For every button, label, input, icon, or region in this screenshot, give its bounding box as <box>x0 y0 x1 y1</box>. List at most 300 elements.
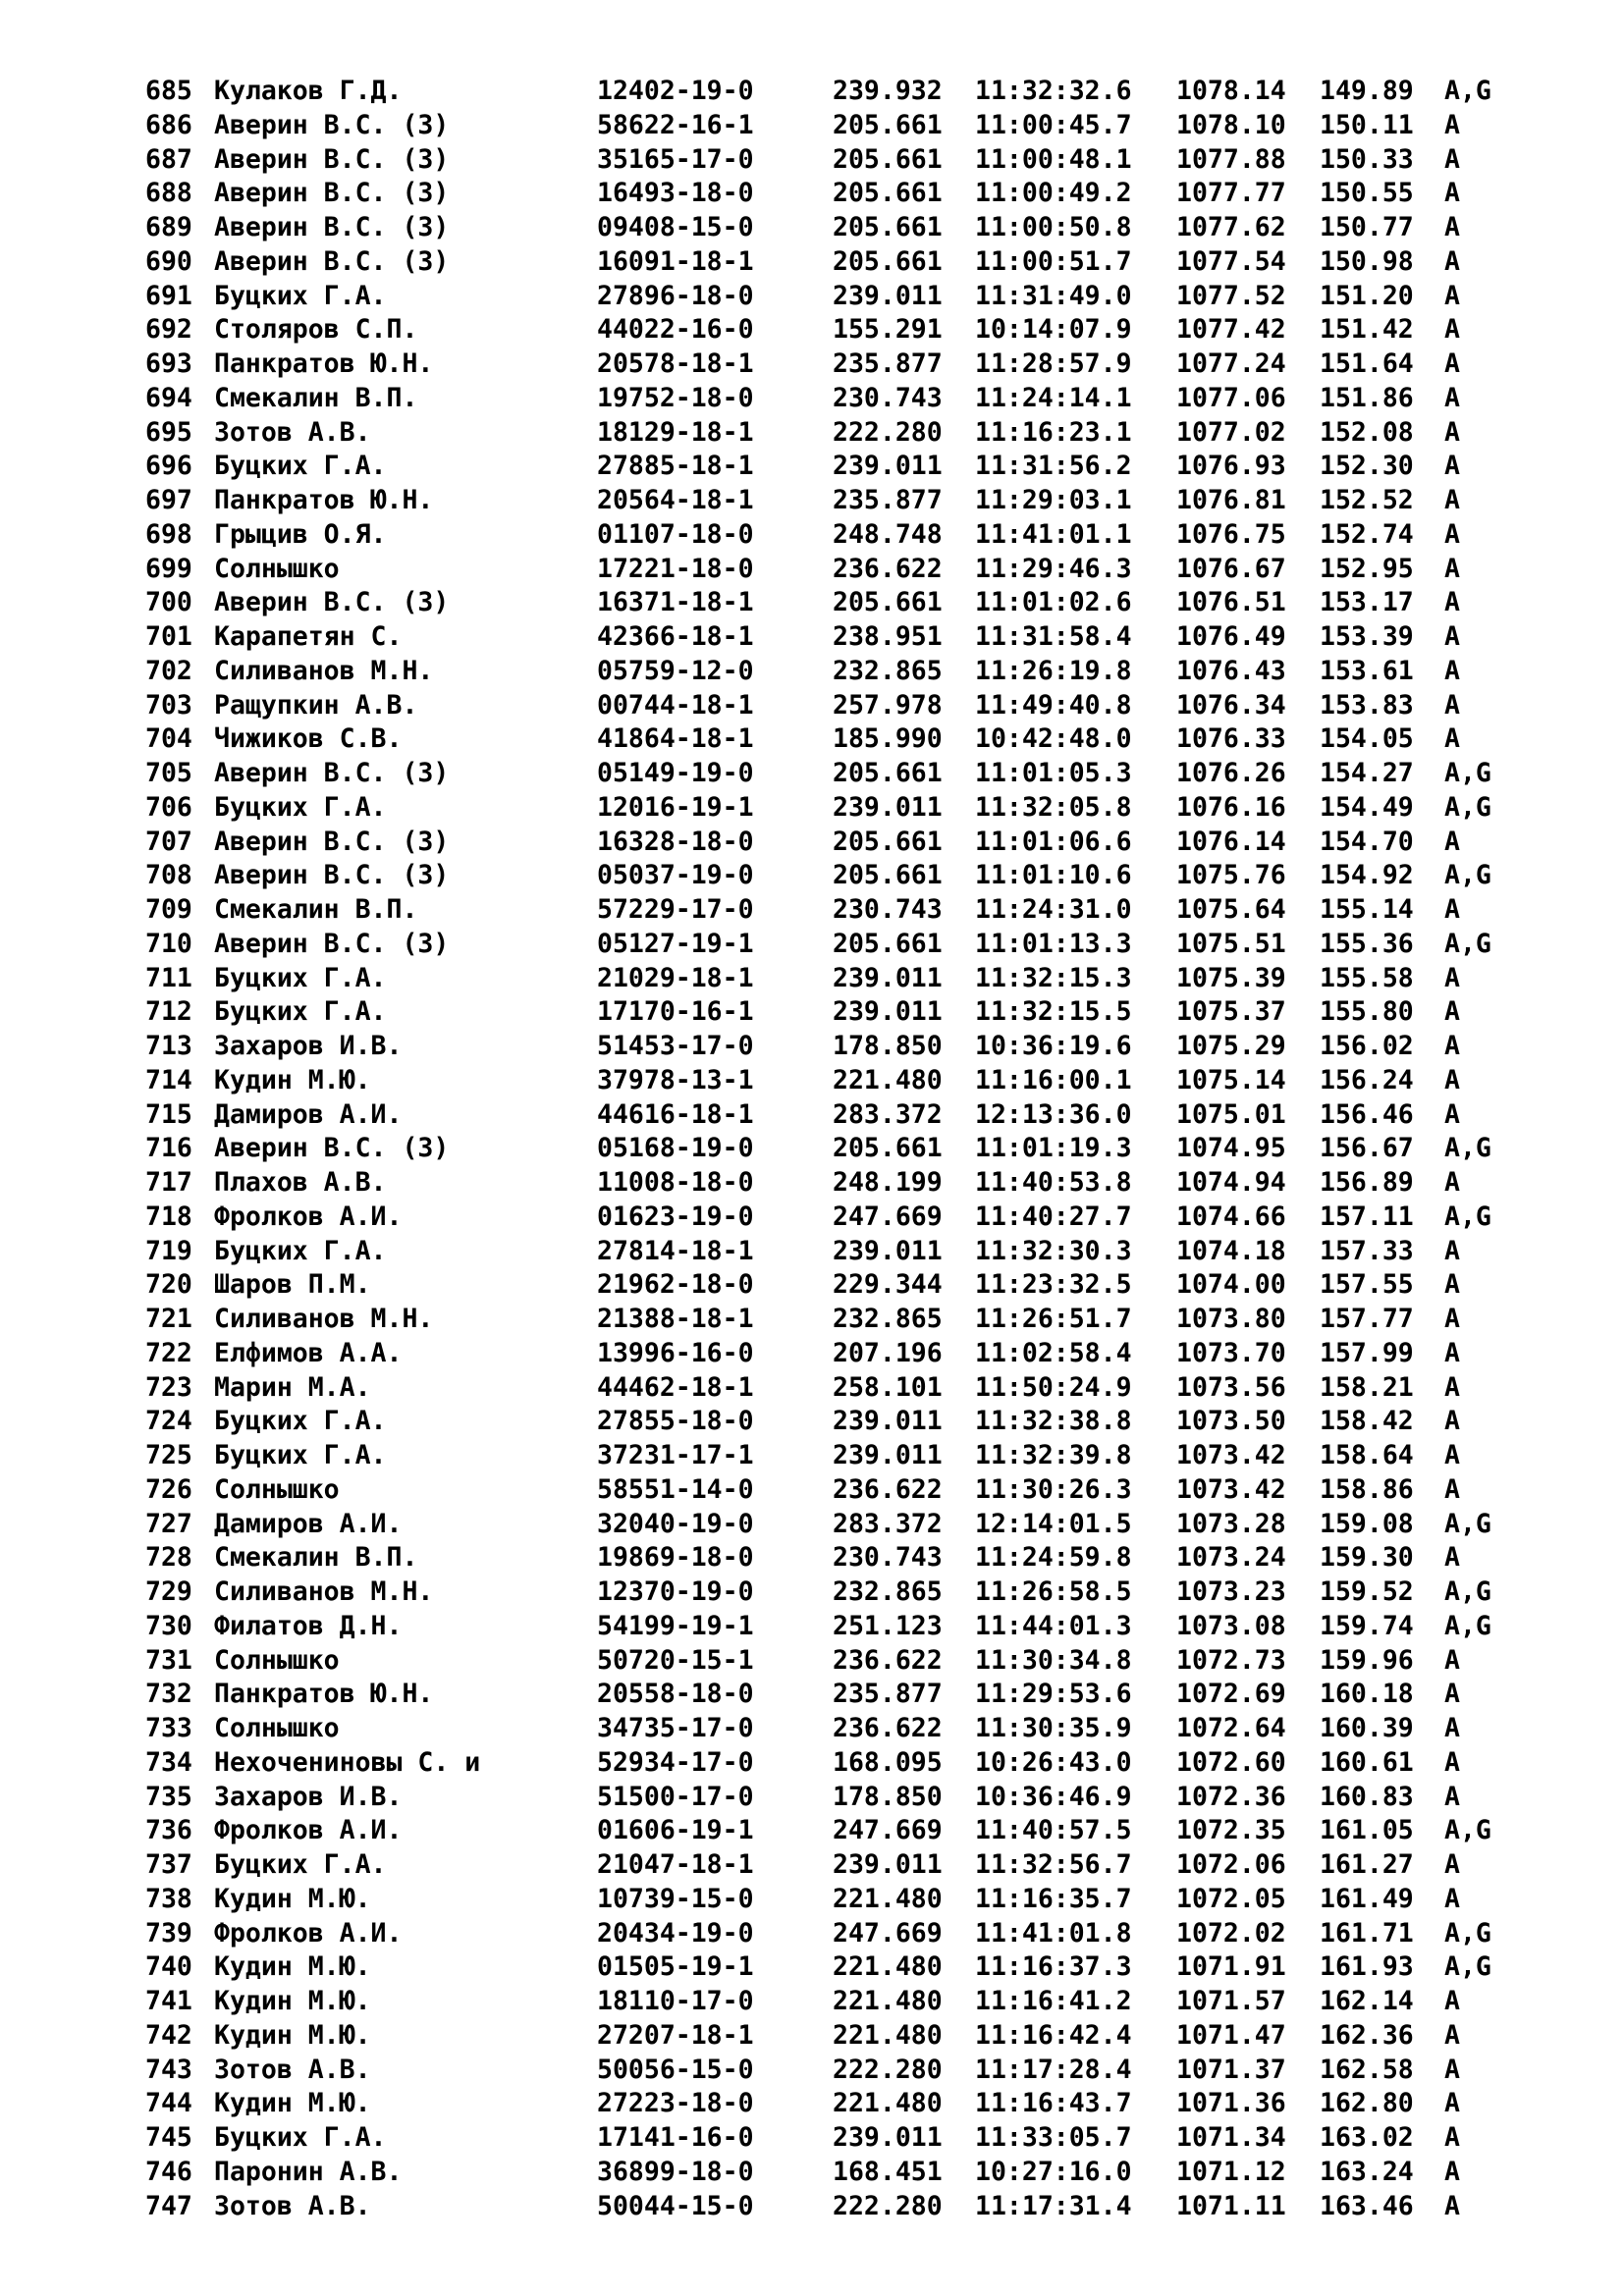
arrival-time: 11:16:43.7 <box>975 2088 1132 2119</box>
distance: 236.622 <box>833 1713 943 1743</box>
arrival-time: 11:50:24.9 <box>975 1371 1132 1403</box>
flags: A <box>1444 1883 1460 1914</box>
arrival-time: 10:36:19.6 <box>975 1031 1132 1061</box>
coefficient: 159.30 <box>1320 1542 1414 1574</box>
fancier-name: Смекалин В.П. <box>214 382 418 413</box>
rank-number: 738 <box>145 1883 192 1914</box>
rank-number: 690 <box>145 245 192 277</box>
arrival-time: 11:01:05.3 <box>975 758 1132 788</box>
ring-number: 41864-18-1 <box>597 723 754 755</box>
fancier-name: Елфимов А.А. <box>214 1337 403 1368</box>
ring-number: 11008-18-0 <box>597 1167 754 1198</box>
fancier-name: Марин М.А. <box>214 1371 371 1403</box>
ring-number: 05149-19-0 <box>597 758 754 788</box>
flags: A <box>1444 1473 1460 1505</box>
distance: 239.011 <box>833 1406 943 1437</box>
ring-number: 20434-19-0 <box>597 1917 754 1949</box>
fancier-name: Зотов А.В. <box>214 2190 371 2221</box>
flags: A,G <box>1444 1951 1491 1983</box>
fancier-name: Аверин В.С. (З) <box>214 587 450 618</box>
rank-number: 692 <box>145 314 192 346</box>
coefficient: 161.93 <box>1320 1951 1414 1983</box>
coefficient: 152.30 <box>1320 451 1414 482</box>
distance: 257.978 <box>833 689 943 721</box>
speed: 1071.37 <box>1176 2054 1286 2085</box>
rank-number: 747 <box>145 2190 192 2221</box>
fancier-name: Кулаков Г.Д. <box>214 76 403 106</box>
speed: 1072.36 <box>1176 1781 1286 1812</box>
ring-number: 20564-18-1 <box>597 485 754 515</box>
coefficient: 157.55 <box>1320 1269 1414 1301</box>
rank-number: 695 <box>145 416 192 448</box>
flags: A <box>1444 826 1460 857</box>
ring-number: 52934-17-0 <box>597 1746 754 1778</box>
coefficient: 161.27 <box>1320 1849 1414 1880</box>
distance: 205.661 <box>833 178 943 209</box>
ring-number: 16371-18-1 <box>597 587 754 618</box>
coefficient: 160.18 <box>1320 1679 1414 1710</box>
fancier-name: Смекалин В.П. <box>214 1542 418 1574</box>
speed: 1075.64 <box>1176 894 1286 925</box>
arrival-time: 11:32:15.3 <box>975 962 1132 993</box>
ring-number: 16328-18-0 <box>597 826 754 857</box>
rank-number: 735 <box>145 1781 192 1812</box>
coefficient: 158.42 <box>1320 1406 1414 1437</box>
rank-number: 708 <box>145 860 192 891</box>
distance: 178.850 <box>833 1031 943 1061</box>
distance: 205.661 <box>833 245 943 277</box>
rank-number: 739 <box>145 1917 192 1949</box>
coefficient: 152.95 <box>1320 553 1414 584</box>
distance: 238.951 <box>833 621 943 652</box>
coefficient: 163.24 <box>1320 2156 1414 2187</box>
distance: 283.372 <box>833 1508 943 1539</box>
fancier-name: Столяров С.П. <box>214 314 418 346</box>
flags: A <box>1444 1542 1460 1574</box>
rank-number: 713 <box>145 1031 192 1061</box>
speed: 1076.14 <box>1176 826 1286 857</box>
coefficient: 162.14 <box>1320 1986 1414 2016</box>
distance: 155.291 <box>833 314 943 346</box>
flags: A <box>1444 1406 1460 1437</box>
distance: 247.669 <box>833 1815 943 1846</box>
rank-number: 733 <box>145 1713 192 1743</box>
ring-number: 44462-18-1 <box>597 1371 754 1403</box>
speed: 1076.75 <box>1176 518 1286 550</box>
fancier-name: Буцких Г.А. <box>214 451 387 482</box>
speed: 1074.95 <box>1176 1133 1286 1164</box>
speed: 1072.02 <box>1176 1917 1286 1949</box>
ring-number: 18129-18-1 <box>597 416 754 448</box>
arrival-time: 11:29:53.6 <box>975 1679 1132 1710</box>
arrival-time: 11:40:57.5 <box>975 1815 1132 1846</box>
arrival-time: 11:24:31.0 <box>975 894 1132 925</box>
fancier-name: Буцких Г.А. <box>214 962 387 993</box>
coefficient: 160.83 <box>1320 1781 1414 1812</box>
rank-number: 709 <box>145 894 192 925</box>
coefficient: 153.61 <box>1320 655 1414 686</box>
rank-number: 742 <box>145 2019 192 2051</box>
coefficient: 152.74 <box>1320 518 1414 550</box>
ring-number: 32040-19-0 <box>597 1508 754 1539</box>
arrival-time: 11:32:32.6 <box>975 76 1132 106</box>
speed: 1076.33 <box>1176 723 1286 755</box>
flags: A <box>1444 348 1460 379</box>
speed: 1074.94 <box>1176 1167 1286 1198</box>
speed: 1077.54 <box>1176 245 1286 277</box>
distance: 239.011 <box>833 1235 943 1266</box>
arrival-time: 11:28:57.9 <box>975 348 1132 379</box>
fancier-name: Буцких Г.А. <box>214 1406 387 1437</box>
arrival-time: 11:32:30.3 <box>975 1235 1132 1266</box>
arrival-time: 11:01:10.6 <box>975 860 1132 891</box>
distance: 168.095 <box>833 1746 943 1778</box>
rank-number: 710 <box>145 928 192 959</box>
coefficient: 161.05 <box>1320 1815 1414 1846</box>
ring-number: 27855-18-0 <box>597 1406 754 1437</box>
distance: 221.480 <box>833 1064 943 1095</box>
fancier-name: Аверин В.С. (З) <box>214 826 450 857</box>
ring-number: 01505-19-1 <box>597 1951 754 1983</box>
flags: A <box>1444 2054 1460 2085</box>
distance: 221.480 <box>833 1951 943 1983</box>
distance: 232.865 <box>833 1304 943 1334</box>
arrival-time: 11:26:19.8 <box>975 655 1132 686</box>
coefficient: 161.49 <box>1320 1883 1414 1914</box>
ring-number: 17170-16-1 <box>597 996 754 1028</box>
flags: A <box>1444 109 1460 140</box>
distance: 205.661 <box>833 587 943 618</box>
speed: 1073.24 <box>1176 1542 1286 1574</box>
ring-number: 50056-15-0 <box>597 2054 754 2085</box>
speed: 1076.43 <box>1176 655 1286 686</box>
arrival-time: 11:01:13.3 <box>975 928 1132 959</box>
ring-number: 00744-18-1 <box>597 689 754 721</box>
distance: 235.877 <box>833 348 943 379</box>
coefficient: 159.96 <box>1320 1644 1414 1676</box>
coefficient: 157.77 <box>1320 1304 1414 1334</box>
fancier-name: Фролков А.И. <box>214 1815 403 1846</box>
fancier-name: Фролков А.И. <box>214 1917 403 1949</box>
fancier-name: Солнышко <box>214 1644 340 1676</box>
ring-number: 27885-18-1 <box>597 451 754 482</box>
ring-number: 20558-18-0 <box>597 1679 754 1710</box>
coefficient: 153.83 <box>1320 689 1414 721</box>
rank-number: 726 <box>145 1473 192 1505</box>
rank-number: 723 <box>145 1371 192 1403</box>
fancier-name: Паронин А.В. <box>214 2156 403 2187</box>
speed: 1077.42 <box>1176 314 1286 346</box>
flags: A <box>1444 894 1460 925</box>
ring-number: 05037-19-0 <box>597 860 754 891</box>
rank-number: 712 <box>145 996 192 1028</box>
arrival-time: 11:26:58.5 <box>975 1576 1132 1607</box>
flags: A,G <box>1444 76 1491 106</box>
distance: 221.480 <box>833 2019 943 2051</box>
flags: A <box>1444 314 1460 346</box>
distance: 207.196 <box>833 1337 943 1368</box>
coefficient: 154.27 <box>1320 758 1414 788</box>
coefficient: 156.89 <box>1320 1167 1414 1198</box>
rank-number: 707 <box>145 826 192 857</box>
ring-number: 16091-18-1 <box>597 245 754 277</box>
speed: 1075.51 <box>1176 928 1286 959</box>
rank-number: 722 <box>145 1337 192 1368</box>
speed: 1077.02 <box>1176 416 1286 448</box>
speed: 1071.47 <box>1176 2019 1286 2051</box>
flags: A <box>1444 1679 1460 1710</box>
fancier-name: Панкратов Ю.Н. <box>214 485 434 515</box>
arrival-time: 11:00:45.7 <box>975 109 1132 140</box>
flags: A,G <box>1444 1917 1491 1949</box>
fancier-name: Кудин М.Ю. <box>214 2088 371 2119</box>
arrival-time: 11:41:01.1 <box>975 518 1132 550</box>
speed: 1078.10 <box>1176 109 1286 140</box>
speed: 1073.23 <box>1176 1576 1286 1607</box>
speed: 1075.14 <box>1176 1064 1286 1095</box>
fancier-name: Буцких Г.А. <box>214 996 387 1028</box>
distance: 236.622 <box>833 1473 943 1505</box>
speed: 1073.80 <box>1176 1304 1286 1334</box>
speed: 1075.29 <box>1176 1031 1286 1061</box>
fancier-name: Солнышко <box>214 1473 340 1505</box>
rank-number: 741 <box>145 1986 192 2016</box>
distance: 221.480 <box>833 1883 943 1914</box>
speed: 1076.16 <box>1176 791 1286 823</box>
coefficient: 160.39 <box>1320 1713 1414 1743</box>
ring-number: 05127-19-1 <box>597 928 754 959</box>
rank-number: 731 <box>145 1644 192 1676</box>
flags: A <box>1444 1986 1460 2016</box>
speed: 1077.24 <box>1176 348 1286 379</box>
coefficient: 156.02 <box>1320 1031 1414 1061</box>
speed: 1076.34 <box>1176 689 1286 721</box>
ring-number: 51500-17-0 <box>597 1781 754 1812</box>
flags: A <box>1444 178 1460 209</box>
flags: A,G <box>1444 928 1491 959</box>
distance: 222.280 <box>833 2054 943 2085</box>
ring-number: 21047-18-1 <box>597 1849 754 1880</box>
distance: 205.661 <box>833 109 943 140</box>
ring-number: 01623-19-0 <box>597 1201 754 1232</box>
speed: 1073.56 <box>1176 1371 1286 1403</box>
arrival-time: 11:16:23.1 <box>975 416 1132 448</box>
speed: 1076.67 <box>1176 553 1286 584</box>
fancier-name: Аверин В.С. (З) <box>214 928 450 959</box>
ring-number: 17141-16-0 <box>597 2122 754 2153</box>
coefficient: 149.89 <box>1320 76 1414 106</box>
speed: 1076.51 <box>1176 587 1286 618</box>
arrival-time: 10:42:48.0 <box>975 723 1132 755</box>
rank-number: 724 <box>145 1406 192 1437</box>
speed: 1076.26 <box>1176 758 1286 788</box>
flags: A <box>1444 280 1460 311</box>
coefficient: 151.86 <box>1320 382 1414 413</box>
distance: 235.877 <box>833 485 943 515</box>
flags: A <box>1444 2088 1460 2119</box>
rank-number: 697 <box>145 485 192 515</box>
distance: 236.622 <box>833 553 943 584</box>
coefficient: 160.61 <box>1320 1746 1414 1778</box>
speed: 1077.52 <box>1176 280 1286 311</box>
speed: 1076.93 <box>1176 451 1286 482</box>
speed: 1076.49 <box>1176 621 1286 652</box>
rank-number: 740 <box>145 1951 192 1983</box>
coefficient: 151.20 <box>1320 280 1414 311</box>
coefficient: 155.80 <box>1320 996 1414 1028</box>
distance: 247.669 <box>833 1917 943 1949</box>
flags: A <box>1444 143 1460 175</box>
rank-number: 693 <box>145 348 192 379</box>
speed: 1075.39 <box>1176 962 1286 993</box>
arrival-time: 11:17:31.4 <box>975 2190 1132 2221</box>
speed: 1072.64 <box>1176 1713 1286 1743</box>
coefficient: 155.14 <box>1320 894 1414 925</box>
flags: A,G <box>1444 860 1491 891</box>
rank-number: 720 <box>145 1269 192 1301</box>
speed: 1075.76 <box>1176 860 1286 891</box>
arrival-time: 11:30:35.9 <box>975 1713 1132 1743</box>
rank-number: 685 <box>145 76 192 106</box>
flags: A <box>1444 2156 1460 2187</box>
distance: 205.661 <box>833 143 943 175</box>
ring-number: 19752-18-0 <box>597 382 754 413</box>
fancier-name: Аверин В.С. (З) <box>214 758 450 788</box>
speed: 1073.50 <box>1176 1406 1286 1437</box>
fancier-name: Буцких Г.А. <box>214 280 387 311</box>
coefficient: 159.74 <box>1320 1610 1414 1641</box>
distance: 205.661 <box>833 212 943 242</box>
coefficient: 162.36 <box>1320 2019 1414 2051</box>
ring-number: 01606-19-1 <box>597 1815 754 1846</box>
ring-number: 12370-19-0 <box>597 1576 754 1607</box>
distance: 239.011 <box>833 451 943 482</box>
arrival-time: 10:36:46.9 <box>975 1781 1132 1812</box>
rank-number: 715 <box>145 1098 192 1130</box>
coefficient: 151.42 <box>1320 314 1414 346</box>
rank-number: 729 <box>145 1576 192 1607</box>
fancier-name: Силиванов М.Н. <box>214 1304 434 1334</box>
ring-number: 58622-16-1 <box>597 109 754 140</box>
ring-number: 37978-13-1 <box>597 1064 754 1095</box>
rank-number: 705 <box>145 758 192 788</box>
distance: 283.372 <box>833 1098 943 1130</box>
rank-number: 728 <box>145 1542 192 1574</box>
distance: 239.011 <box>833 1440 943 1470</box>
speed: 1078.14 <box>1176 76 1286 106</box>
distance: 239.011 <box>833 791 943 823</box>
coefficient: 150.55 <box>1320 178 1414 209</box>
fancier-name: Аверин В.С. (З) <box>214 245 450 277</box>
fancier-name: Кудин М.Ю. <box>214 2019 371 2051</box>
arrival-time: 11:29:46.3 <box>975 553 1132 584</box>
arrival-time: 11:31:56.2 <box>975 451 1132 482</box>
flags: A,G <box>1444 758 1491 788</box>
ring-number: 37231-17-1 <box>597 1440 754 1470</box>
speed: 1075.01 <box>1176 1098 1286 1130</box>
arrival-time: 11:00:48.1 <box>975 143 1132 175</box>
fancier-name: Кудин М.Ю. <box>214 1064 371 1095</box>
fancier-name: Фролков А.И. <box>214 1201 403 1232</box>
ring-number: 05168-19-0 <box>597 1133 754 1164</box>
arrival-time: 11:00:51.7 <box>975 245 1132 277</box>
fancier-name: Солнышко <box>214 553 340 584</box>
distance: 236.622 <box>833 1644 943 1676</box>
fancier-name: Кудин М.Ю. <box>214 1883 371 1914</box>
flags: A,G <box>1444 1610 1491 1641</box>
ring-number: 21388-18-1 <box>597 1304 754 1334</box>
ring-number: 44616-18-1 <box>597 1098 754 1130</box>
ring-number: 44022-16-0 <box>597 314 754 346</box>
flags: A <box>1444 962 1460 993</box>
distance: 229.344 <box>833 1269 943 1301</box>
distance: 205.661 <box>833 826 943 857</box>
fancier-name: Буцких Г.А. <box>214 1440 387 1470</box>
coefficient: 150.11 <box>1320 109 1414 140</box>
flags: A <box>1444 1440 1460 1470</box>
fancier-name: Зотов А.В. <box>214 416 371 448</box>
speed: 1077.88 <box>1176 143 1286 175</box>
ring-number: 34735-17-0 <box>597 1713 754 1743</box>
ring-number: 10739-15-0 <box>597 1883 754 1914</box>
coefficient: 153.17 <box>1320 587 1414 618</box>
flags: A <box>1444 1337 1460 1368</box>
fancier-name: Солнышко <box>214 1713 340 1743</box>
distance: 239.011 <box>833 996 943 1028</box>
coefficient: 162.80 <box>1320 2088 1414 2119</box>
speed: 1072.06 <box>1176 1849 1286 1880</box>
flags: A,G <box>1444 1133 1491 1164</box>
arrival-time: 11:16:37.3 <box>975 1951 1132 1983</box>
arrival-time: 11:01:02.6 <box>975 587 1132 618</box>
distance: 239.011 <box>833 280 943 311</box>
fancier-name: Кудин М.Ю. <box>214 1986 371 2016</box>
flags: A <box>1444 996 1460 1028</box>
speed: 1073.28 <box>1176 1508 1286 1539</box>
ring-number: 27896-18-0 <box>597 280 754 311</box>
arrival-time: 10:14:07.9 <box>975 314 1132 346</box>
arrival-time: 11:33:05.7 <box>975 2122 1132 2153</box>
fancier-name: Грыцив О.Я. <box>214 518 387 550</box>
rank-number: 745 <box>145 2122 192 2153</box>
fancier-name: Панкратов Ю.Н. <box>214 348 434 379</box>
arrival-time: 11:00:50.8 <box>975 212 1132 242</box>
rank-number: 719 <box>145 1235 192 1266</box>
ring-number: 57229-17-0 <box>597 894 754 925</box>
distance: 205.661 <box>833 758 943 788</box>
fancier-name: Кудин М.Ю. <box>214 1951 371 1983</box>
ring-number: 50720-15-1 <box>597 1644 754 1676</box>
distance: 178.850 <box>833 1781 943 1812</box>
rank-number: 711 <box>145 962 192 993</box>
coefficient: 154.70 <box>1320 826 1414 857</box>
speed: 1071.11 <box>1176 2190 1286 2221</box>
rank-number: 746 <box>145 2156 192 2187</box>
speed: 1071.12 <box>1176 2156 1286 2187</box>
rank-number: 717 <box>145 1167 192 1198</box>
ring-number: 12016-19-1 <box>597 791 754 823</box>
speed: 1072.35 <box>1176 1815 1286 1846</box>
arrival-time: 11:49:40.8 <box>975 689 1132 721</box>
distance: 232.865 <box>833 655 943 686</box>
fancier-name: Буцких Г.А. <box>214 1849 387 1880</box>
flags: A <box>1444 518 1460 550</box>
ring-number: 19869-18-0 <box>597 1542 754 1574</box>
coefficient: 150.33 <box>1320 143 1414 175</box>
flags: A <box>1444 382 1460 413</box>
flags: A <box>1444 587 1460 618</box>
rank-number: 687 <box>145 143 192 175</box>
